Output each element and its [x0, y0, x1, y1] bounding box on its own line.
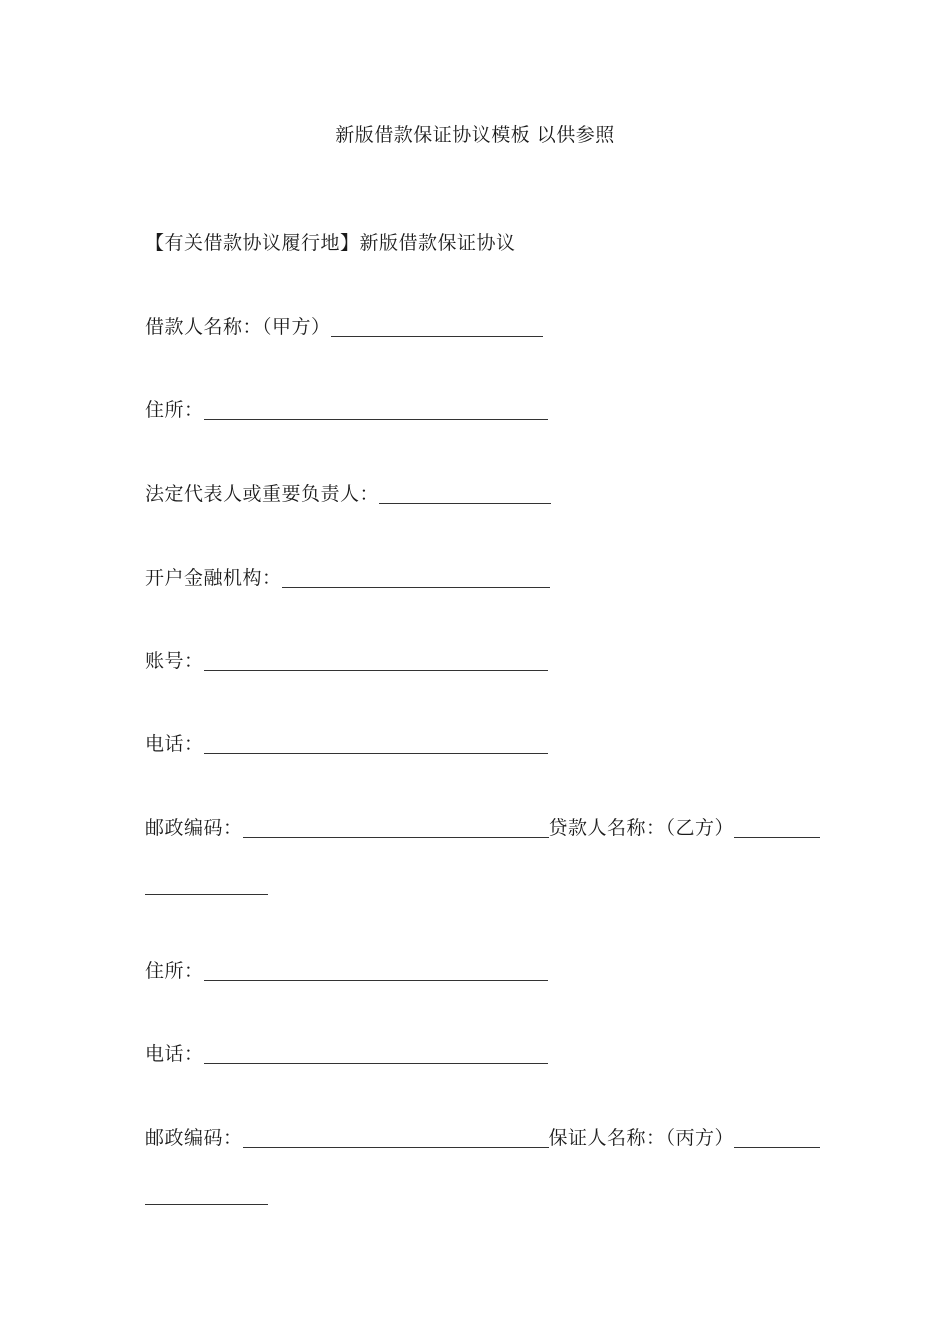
borrower-phone-label: 电话：: [145, 733, 204, 755]
lender-postcode-guarantor-row: [145, 1125, 820, 1151]
legal-rep-label: 法定代表人或重要负责人：: [145, 483, 380, 505]
borrower-postcode-blank[interactable]: [243, 817, 549, 838]
lender-name-label: 贷款人名称：（乙方）: [548, 817, 735, 839]
agreement-heading: [145, 230, 516, 256]
lender-postcode-label: 邮政编码：: [145, 1127, 243, 1149]
account-row: [145, 648, 548, 674]
borrower-phone-blank[interactable]: [204, 733, 548, 754]
guarantor-name-blank[interactable]: [734, 1127, 820, 1148]
borrower-postcode-lender-row: [145, 815, 820, 841]
borrower-phone-row: [145, 731, 548, 757]
borrower-name-blank[interactable]: [331, 316, 543, 337]
account-label: 账号：: [145, 650, 204, 672]
lender-phone-blank[interactable]: [204, 1043, 548, 1064]
lender-phone-label: 电话：: [145, 1043, 204, 1065]
borrower-address-label: 住所：: [145, 399, 204, 421]
bank-blank[interactable]: [282, 567, 550, 588]
legal-rep-row: [145, 481, 551, 507]
borrower-address-blank[interactable]: [204, 399, 548, 420]
guarantor-name-continuation-row: [145, 1182, 268, 1208]
heading-text: 【有关借款协议履行地】新版借款保证协议: [145, 232, 516, 254]
lender-name-blank-continued[interactable]: [145, 874, 268, 895]
borrower-name-label: 借款人名称：（甲方）: [145, 316, 331, 338]
account-blank[interactable]: [204, 650, 548, 671]
document-title: 新版借款保证协议模板 以供参照: [335, 124, 615, 146]
lender-postcode-blank[interactable]: [243, 1127, 549, 1148]
lender-name-continuation-row: [145, 872, 268, 898]
borrower-name-row: [145, 314, 543, 340]
legal-rep-blank[interactable]: [379, 483, 551, 504]
lender-name-blank[interactable]: [734, 817, 820, 838]
lender-phone-row: [145, 1041, 548, 1067]
lender-address-label: 住所：: [145, 960, 204, 982]
bank-row: [145, 565, 550, 591]
lender-address-blank[interactable]: [204, 960, 548, 981]
borrower-postcode-label: 邮政编码：: [145, 817, 243, 839]
guarantor-name-label: 保证人名称：（丙方）: [548, 1127, 735, 1149]
borrower-address-row: [145, 397, 548, 423]
guarantor-name-blank-continued[interactable]: [145, 1184, 268, 1205]
bank-label: 开户金融机构：: [145, 567, 282, 589]
lender-address-row: [145, 958, 548, 984]
